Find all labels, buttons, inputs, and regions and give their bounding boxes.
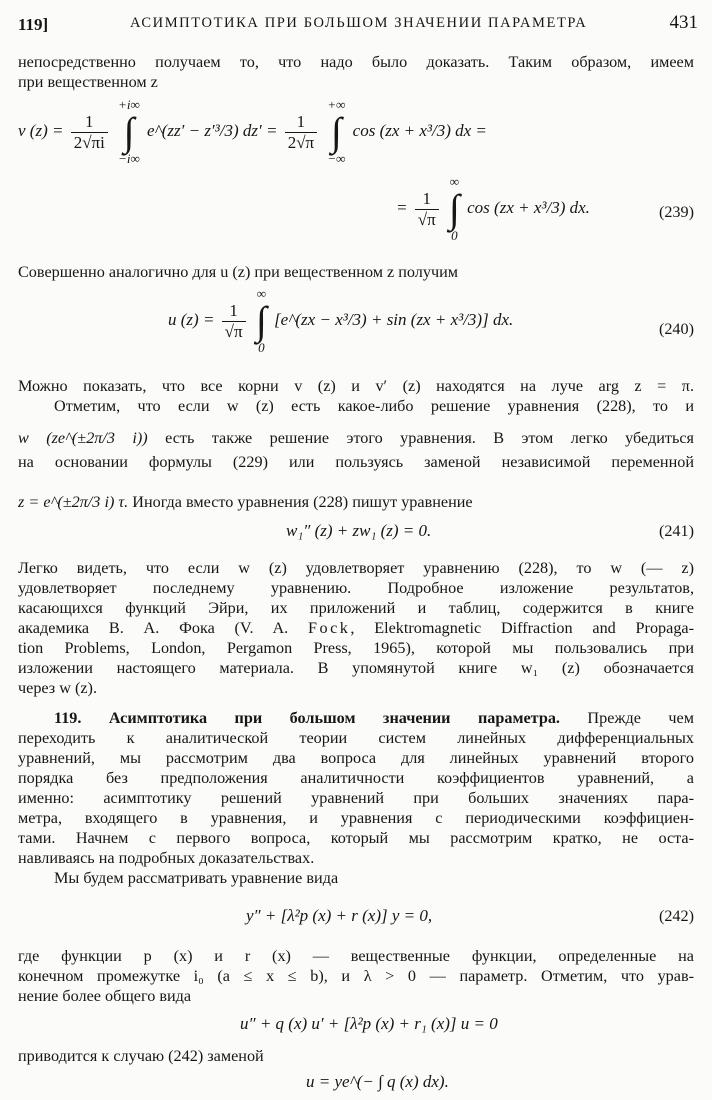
equation-242: y″ + [λ²p (x) + r (x)] y = 0, bbox=[246, 906, 433, 925]
text-line: приводится к случаю (242) заменой bbox=[18, 1047, 264, 1065]
text-line: где функции p (x) и r (x) — вещественные функции, определенные на bbox=[18, 947, 694, 965]
text-line: академика В. А. Фока (V. A. Fock, Elektromagnetic Diffraction and Propaga- bbox=[18, 619, 694, 637]
text-line: метра, входящего в уравнения, и уравнения с периодическими коэффициен- bbox=[18, 809, 694, 827]
text-line: касающихся функций Эйри, их приложений и таблиц, содержится в книге bbox=[18, 599, 694, 617]
equation-239-line2: = $\frac{1}{√\pi}$ ∞ ∫ 0 cos (zx + x³/3) dx. bbox=[396, 174, 590, 243]
book-page bbox=[18, 0, 698, 1100]
equation-240: u (z) = $\frac{1}{√\pi}$ ∞ ∫ 0 [e^(zx − x³/3) + sin (zx + x³/3)] dx. bbox=[168, 286, 514, 355]
text-line: нение более общего вида bbox=[18, 987, 192, 1005]
text-line: при вещественном z bbox=[18, 73, 158, 91]
text-line: изложении настоящего материала. В упомянутой книге w₁ (z) обозначается bbox=[18, 659, 694, 677]
section-heading: 119. Асимптотика при большом значении параметра. bbox=[54, 709, 560, 727]
equation-number-242: (242) bbox=[658, 907, 694, 925]
text-line: через w (z). bbox=[18, 679, 97, 697]
running-title: АСИМПТОТИКА ПРИ БОЛЬШОМ ЗНАЧЕНИИ ПАРАМЕТРА bbox=[130, 15, 588, 31]
equation-239-line1: v (z) = $\frac{1}{2√\pi i}$ +i∞ ∫ −i∞ e^(zz′ − z′³/3) dz′ = $\frac{1}{2√\pi}$ +∞ ∫ −∞ cos (zx + x³/3) dx = bbox=[18, 97, 487, 166]
text-line: конечном промежутке i₀ (a ≤ x ≤ b), и λ > 0 — параметр. Отметим, что урав- bbox=[18, 967, 694, 985]
text-line: Легко видеть, что если w (z) удовлетворяет уравнению (228), то w (— z) bbox=[18, 559, 694, 577]
text-line: тами. Начнем с первого вопроса, который мы рассмотрим кратко, не оста- bbox=[18, 829, 694, 847]
text-line: Мы будем рассматривать уравнение вида bbox=[54, 869, 339, 887]
equation-general: u″ + q (x) u′ + [λ²p (x) + r₁ (x)] u = 0 bbox=[240, 1014, 498, 1033]
text-line: навливаясь на подробных доказательствах. bbox=[18, 849, 315, 867]
text-line: Можно показать, что все корни v (z) и v′ (z) находятся на луче arg z = π. bbox=[18, 377, 694, 395]
text-line: именно: асимптотику решений уравнений при больших значениях пара- bbox=[18, 789, 694, 807]
text-line: непосредственно получаем то, что надо было доказать. Таким образом, имеем bbox=[18, 53, 694, 71]
section-heading-line: 119. Асимптотика при большом значении параметра. Прежде чем bbox=[54, 709, 694, 727]
text-line: уравнений, мы рассмотрим два вопроса для линейных уравнений второго bbox=[18, 749, 694, 767]
equation-substitution: u = ye^(− ∫ q (x) dx). bbox=[306, 1072, 449, 1091]
equation-number-239: (239) bbox=[658, 203, 694, 221]
text-line: на основании формулы (229) или пользуясь заменой независимой переменной bbox=[18, 453, 694, 471]
equation-number-240: (240) bbox=[658, 320, 694, 338]
equation-241: w₁″ (z) + zw₁ (z) = 0. bbox=[286, 521, 432, 540]
text-line: переходить к аналитической теории систем линейных дифференциальных bbox=[18, 729, 694, 747]
running-header bbox=[18, 12, 698, 36]
text-line-with-math: z = e^(±2π/3 i) τ. Иногда вместо уравнения (228) пишут уравнение bbox=[18, 493, 473, 511]
section-number: 119] bbox=[18, 15, 49, 34]
page-number: 431 bbox=[669, 12, 698, 33]
text-line: Совершенно аналогично для u (z) при вещественном z получим bbox=[18, 263, 459, 281]
text-line: tion Problems, London, Pergamon Press, 1965), которой мы пользовались при bbox=[18, 639, 694, 657]
text-line: удовлетворяет последнему уравнению. Подробное изложение результатов, bbox=[18, 579, 694, 597]
text-line: Отметим, что если w (z) есть какое-либо решение уравнения (228), то и bbox=[54, 397, 694, 415]
text-line: порядка без предположения аналитичности коэффициентов уравнений, а bbox=[18, 769, 694, 787]
text-line-with-math: w (ze^(±2π/3 i)) есть также решение этого уравнения. В этом легко убедиться bbox=[18, 429, 695, 447]
equation-number-241: (241) bbox=[658, 522, 694, 540]
